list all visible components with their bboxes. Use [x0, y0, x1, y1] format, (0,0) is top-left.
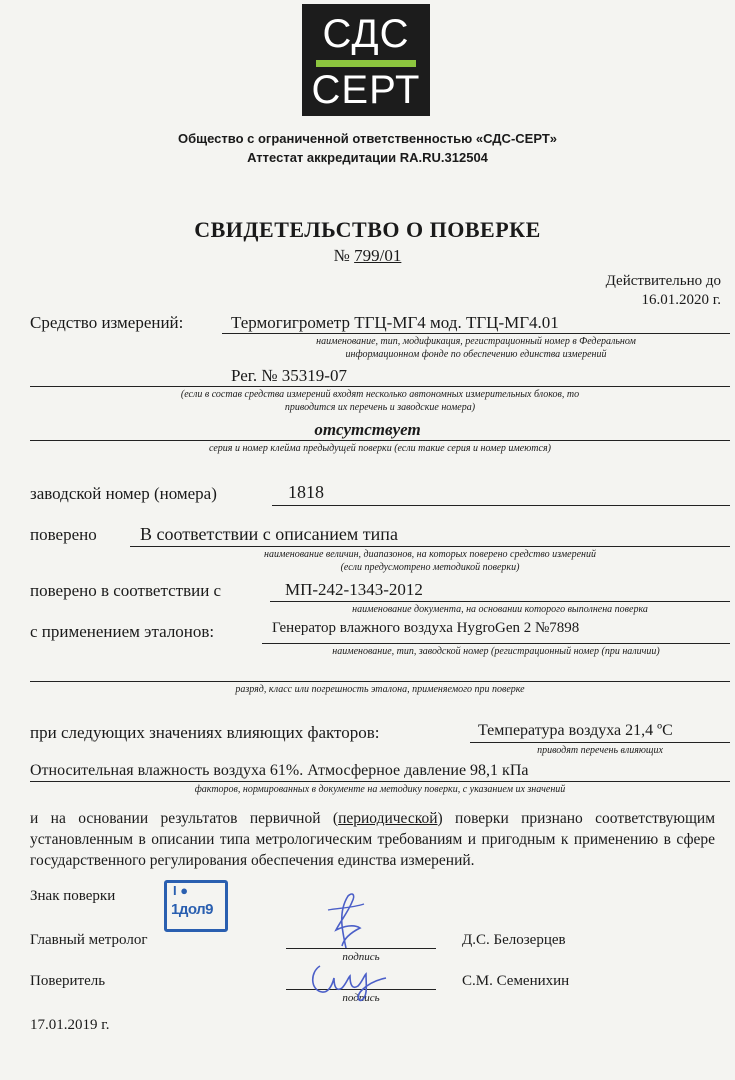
instrument-hint-4: приводится их перечень и заводские номера): [284, 402, 476, 413]
prev-mark-value: отсутствует: [314, 420, 421, 439]
method-line: [270, 601, 730, 602]
verified-line: [130, 546, 730, 547]
valid-date: 16.01.2020 г.: [641, 292, 721, 308]
verifier-signature: [306, 956, 396, 1002]
verified-hint-1: наименование величин, диапазонов, на которых поверено средство измерений: [264, 549, 596, 560]
number-value: 799/01: [354, 246, 402, 265]
logo-bar: [316, 60, 416, 67]
prev-mark-line: [30, 440, 730, 441]
validity: [606, 272, 721, 310]
conclusion-periodic: периодической: [338, 810, 438, 827]
factors-line-1: [470, 742, 730, 743]
mark-label: Знак поверки: [30, 888, 116, 904]
instrument-hint-3: (если в состав средства измерений входят несколько автономных измерительных блоков, то: [180, 389, 580, 400]
org-name: Общество с ограниченной ответственностью «СДС-СЕРТ»: [177, 131, 557, 146]
serial-value: 1818: [288, 482, 324, 502]
reg-line: [30, 386, 730, 387]
factors-value-2: Относительная влажность воздуха 61%. Атмосферное давление 98,1 кПа: [30, 762, 529, 779]
standards-line: [262, 643, 730, 644]
org-accreditation: Аттестат аккредитации RA.RU.312504: [247, 150, 488, 165]
chief-signature: [318, 890, 378, 952]
valid-label: Действительно до: [605, 273, 721, 289]
certificate-number: [0, 246, 735, 266]
stamp-top: I ●: [173, 883, 189, 898]
verified-value: В соответствии с описанием типа: [140, 524, 398, 544]
chief-sign-hint: подпись: [342, 951, 380, 963]
instrument-hint-1: наименование, тип, модификация, регистрационный номер в Федеральном: [316, 336, 636, 347]
standards-hint-1: наименование, тип, заводской номер (регистрационный номер (при наличии): [332, 646, 660, 657]
document-title: СВИДЕТЕЛЬСТВО О ПОВЕРКЕ: [194, 217, 541, 242]
verified-label: поверено: [30, 525, 97, 544]
number-prefix: №: [333, 246, 350, 265]
factors-label: при следующих значениях влияющих факторов:: [30, 723, 380, 742]
method-label: поверено в соответствии с: [30, 581, 222, 600]
serial-line: [272, 505, 730, 506]
chief-label: Главный метролог: [30, 932, 148, 948]
instrument-line: [222, 333, 730, 334]
standards-hint-2: разряд, класс или погрешность эталона, применяемого при поверке: [235, 684, 525, 695]
factors-line-2: [30, 781, 730, 782]
instrument-reg: Рег. № 35319-07: [231, 366, 347, 385]
logo: [302, 4, 430, 116]
instrument-hint-2: информационном фонде по обеспечению единства измерений: [345, 349, 607, 360]
document-date: 17.01.2019 г.: [30, 1017, 110, 1033]
standards-value: Генератор влажного воздуха HygroGen 2 №7898: [272, 620, 580, 636]
factors-value-1: Температура воздуха 21,4 ºС: [478, 722, 673, 739]
verified-hint-2: (если предусмотрено методикой поверки): [340, 562, 520, 573]
conclusion-text: [30, 808, 715, 871]
method-hint: наименование документа, на основании которого выполнена поверка: [352, 604, 648, 615]
instrument-value: Термогигрометр ТГЦ-МГ4 мод. ТГЦ-МГ4.01: [231, 313, 559, 332]
method-value: МП-242-1343-2012: [285, 580, 423, 599]
standards-label: с применением эталонов:: [30, 622, 215, 641]
factors-hint-1: приводят перечень влияющих: [537, 745, 663, 756]
chief-name: Д.С. Белозерцев: [462, 932, 566, 948]
conclusion-part-2: ) поверки признано соответствующим установленным в описании типа метрологическим требованиям и пригодным к применению в сфере государственного регулирования обеспечения единства измерений.: [30, 810, 715, 869]
standards-line-2: [30, 681, 730, 682]
verification-stamp: [164, 880, 228, 932]
verifier-name: С.М. Семенихин: [462, 973, 570, 989]
stamp-bottom: 1дол9: [171, 901, 214, 918]
instrument-label: Средство измерений:: [30, 313, 184, 332]
verifier-sign-hint: подпись: [342, 992, 380, 1004]
factors-hint-2: факторов, нормированных в документе на методику поверки, с указанием их значений: [194, 784, 566, 795]
prev-mark-hint: серия и номер клейма предыдущей поверки (если такие серия и номер имеются): [209, 443, 551, 454]
serial-label: заводской номер (номера): [30, 484, 217, 503]
logo-text-top: СДС: [322, 12, 410, 56]
conclusion-part-1: и на основании результатов первичной (: [30, 810, 339, 827]
logo-text-bottom: СЕРТ: [311, 68, 421, 112]
verifier-label: Поверитель: [30, 973, 106, 989]
